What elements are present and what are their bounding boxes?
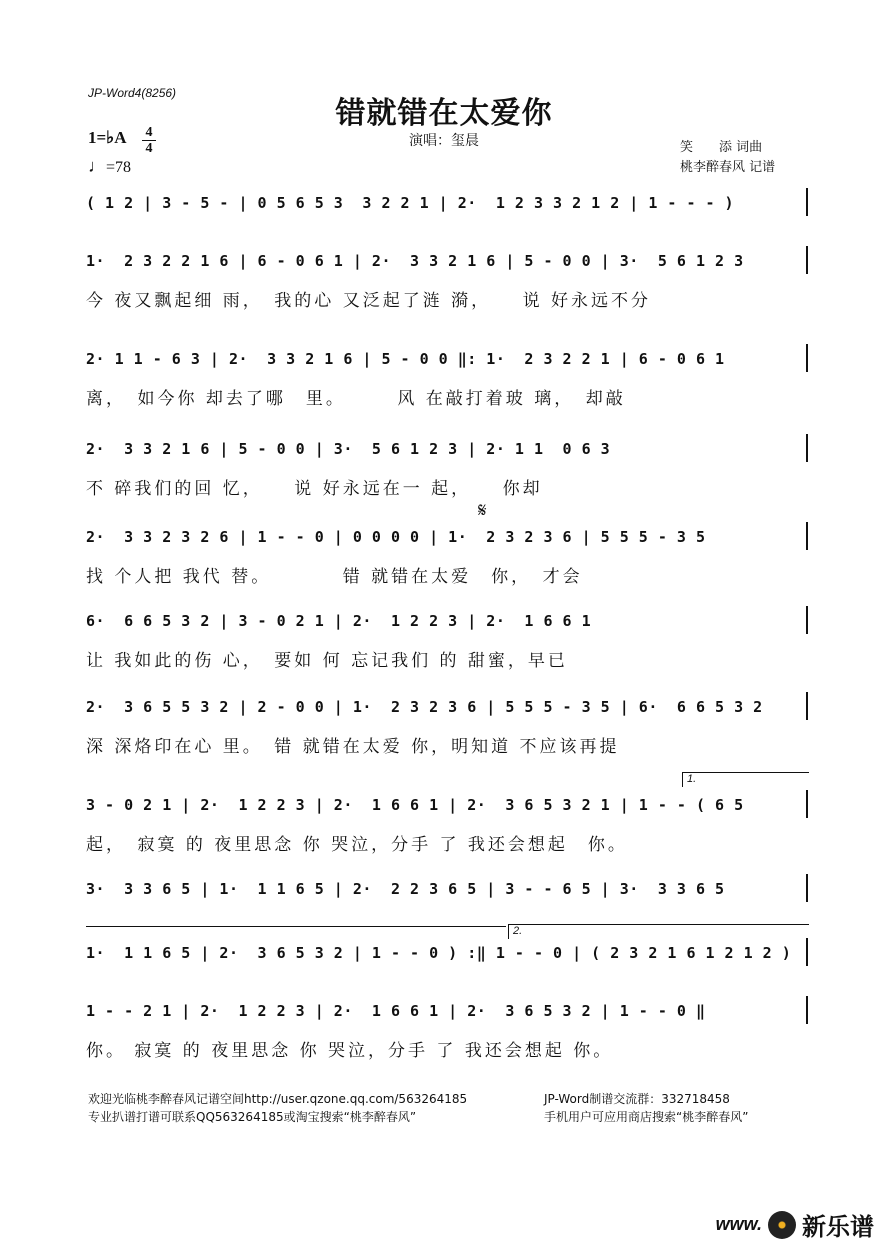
divider-line (86, 926, 506, 927)
final-barline (806, 188, 808, 216)
lyric-row: 深 深烙印在心 里。 错 就错在太爱 你，明知道 不应该再提 (86, 737, 620, 757)
time-signature-top: 4 (145, 125, 153, 140)
key-signature: 1=♭A (88, 128, 127, 147)
final-barline (806, 606, 808, 634)
footer-line-1b: JP-Word制谱交流群：332718458 (544, 1092, 730, 1106)
notation-row: 3 - 0 2 1 | 2· 1 2 2 3 | 2· 1 6 6 1 | 2· 3 6 5 3 2 1 | 1 - - ( 6 5 (86, 796, 744, 814)
footer-line-1a: 欢迎光临桃李醉春风记谱空间http://user.qzone.qq.com/563264185 (88, 1092, 468, 1106)
final-barline (806, 996, 808, 1024)
tempo-value: =78 (106, 159, 132, 176)
final-barline (806, 522, 808, 550)
quarter-note-icon: ♩ (88, 156, 106, 176)
lyric-row: 找 个人把 我代 替。 错 就错在太爱 你， 才会 (86, 567, 583, 587)
final-barline (806, 938, 808, 966)
final-barline (806, 790, 808, 818)
software-label: JP-Word4(8256) (88, 86, 177, 100)
notation-row: 2· 3 3 2 3 2 6 | 1 - - 0 | 0 0 0 0 | 1· 2 3 2 3 6 | 5 5 5 - 3 5 (86, 528, 706, 546)
final-barline (806, 246, 808, 274)
notation-row: 6· 6 6 5 3 2 | 3 - 0 2 1 | 2· 1 2 2 3 | 2· 1 6 6 1 (86, 612, 592, 630)
lyric-row: 离， 如今你 却去了哪 里。 风 在敲打着玻 璃， 却敲 (86, 389, 626, 409)
notation-row: 2· 1 1 - 6 3 | 2· 3 3 2 1 6 | 5 - 0 0 ‖: 1· 2 3 2 2 1 | 6 - 0 6 1 (86, 350, 725, 368)
logo-www: www. (715, 1214, 762, 1234)
lyric-row: 起， 寂寞 的 夜里思念 你 哭泣，分手 了 我还会想起 你。 (86, 835, 628, 855)
notation-row: 1· 1 1 6 5 | 2· 3 6 5 3 2 | 1 - - 0 ) :‖ 1 - - 0 | ( 2 3 2 1 6 1 2 1 2 ) (86, 944, 792, 962)
final-barline (806, 434, 808, 462)
notation-row: 3· 3 3 6 5 | 1· 1 1 6 5 | 2· 2 2 3 6 5 | 3 - - 6 5 | 3· 3 3 6 5 (86, 880, 725, 898)
page-title: 错就错在太爱你 (335, 96, 553, 131)
volta-first-ending: 1. (682, 772, 809, 787)
credit-lyrics-music: 笑 添 词曲 (680, 140, 763, 155)
singer-label: 演唱：玺晨 (409, 133, 479, 149)
final-barline (806, 344, 808, 372)
footer-line-2a: 专业扒谱打谱可联系QQ563264185或淘宝搜索“桃李醉春风” (88, 1110, 417, 1124)
notation-row: 1 - - 2 1 | 2· 1 2 2 3 | 2· 1 6 6 1 | 2· 3 6 5 3 2 | 1 - - 0 ‖ (86, 1002, 706, 1020)
tempo-marking (88, 156, 131, 177)
notation-row: 2· 3 3 2 1 6 | 5 - 0 0 | 3· 5 6 1 2 3 | 2· 1 1 0 6 3 (86, 440, 611, 458)
time-signature (142, 126, 156, 155)
record-icon (768, 1211, 796, 1239)
credit-transcriber: 桃李醉春风 记谱 (680, 160, 776, 175)
lyric-row: 不 碎我们的回 忆， 说 好永远在一 起， 你却 (86, 479, 543, 499)
lyric-row: 让 我如此的伤 心， 要如 何 忘记我们 的 甜蜜，早已 (86, 651, 568, 671)
lyric-row: 你。 寂寞 的 夜里思念 你 哭泣，分手 了 我还会想起 你。 (86, 1041, 614, 1061)
time-signature-bottom: 4 (145, 141, 153, 156)
footer-line-2b: 手机用户可应用商店搜索“桃李醉春风” (544, 1110, 749, 1124)
final-barline (806, 874, 808, 902)
final-barline (806, 692, 808, 720)
notation-row: 2· 3 6 5 5 3 2 | 2 - 0 0 | 1· 2 3 2 3 6 | 5 5 5 - 3 5 | 6· 6 6 5 3 2 (86, 698, 763, 716)
notation-row: 1· 2 3 2 2 1 6 | 6 - 0 6 1 | 2· 3 3 2 1 6 | 5 - 0 0 | 3· 5 6 1 2 3 (86, 252, 744, 270)
volta-second-ending: 2. (508, 924, 809, 939)
segno-icon: 𝄋 (478, 498, 487, 522)
lyric-row: 今 夜又飘起细 雨， 我的心 又泛起了涟 漪， 说 好永远不分 (86, 291, 652, 311)
logo-brand: 新乐谱 (802, 1213, 874, 1241)
notation-row: ( 1 2 | 3 - 5 - | 0 5 6 5 3 3 2 2 1 | 2· 1 2 3 3 2 1 2 | 1 - - - ) (86, 194, 735, 212)
site-logo[interactable] (716, 1207, 874, 1242)
